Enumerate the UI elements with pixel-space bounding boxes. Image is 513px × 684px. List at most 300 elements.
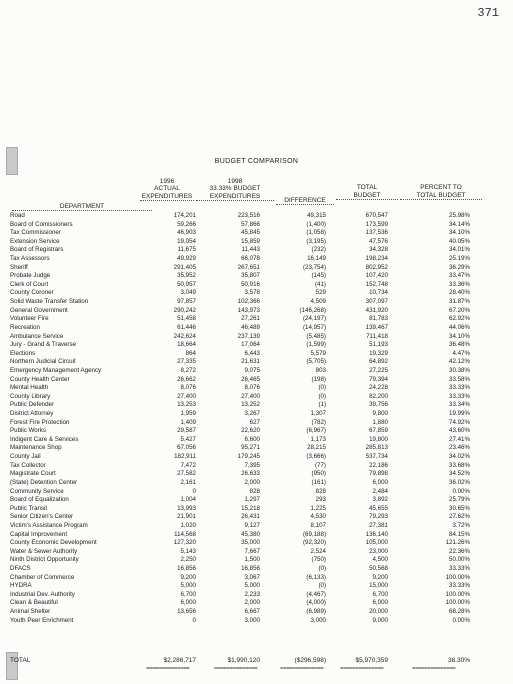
total-label: TOTAL — [10, 657, 31, 664]
total-budget: 24,228 — [369, 384, 388, 392]
budget-expenditures: 223,516 — [237, 212, 260, 219]
percent-to-total: 33.33% — [449, 564, 470, 572]
budget-expenditures: 17,064 — [241, 341, 260, 349]
department-name: Community Service — [10, 487, 64, 495]
total-budget: 79,394 — [369, 375, 388, 383]
budget-expenditures: 45,845 — [241, 229, 260, 237]
difference: 4,509 — [310, 298, 326, 306]
total-budget: 3,892 — [372, 496, 388, 504]
actual-expenditures: 16,856 — [177, 564, 196, 572]
percent-to-total: 40.05% — [449, 237, 470, 245]
total-budget: 10,734 — [369, 289, 388, 297]
actual-expenditures: 8,272 — [180, 366, 196, 374]
budget-expenditures: 15,859 — [241, 237, 260, 245]
actual-expenditures: 51,458 — [177, 315, 196, 323]
department-name: Road — [10, 212, 25, 219]
total-budget: 285,813 — [365, 444, 388, 452]
total-budget: 152,748 — [365, 280, 388, 288]
department-name: Forest Fire Protection — [10, 418, 70, 426]
document-title: BUDGET COMPARISON — [214, 158, 299, 165]
difference: (6,133) — [306, 573, 326, 581]
budget-expenditures: 5,000 — [244, 582, 260, 590]
actual-expenditures: 1,409 — [180, 418, 196, 426]
difference: (145) — [311, 272, 326, 280]
table-row — [10, 513, 490, 522]
table-row — [10, 548, 490, 557]
department-name: Volunteer Fire — [10, 315, 49, 323]
budget-expenditures: 3,000 — [244, 616, 260, 624]
actual-expenditures: 29,587 — [177, 427, 196, 435]
actual-expenditures: 7,472 — [180, 461, 196, 469]
budget-expenditures: 3,267 — [244, 410, 260, 418]
budget-expenditures: 2,233 — [244, 590, 260, 598]
table-row — [10, 393, 490, 402]
difference: (69,188) — [302, 530, 326, 538]
table-row — [10, 272, 490, 281]
difference: (1,058) — [306, 229, 326, 237]
department-name: Northern Judicial Circuit — [10, 358, 76, 366]
difference: 1,225 — [310, 504, 326, 512]
percent-to-total: 25.19% — [449, 255, 470, 263]
table-row — [10, 505, 490, 514]
total-budget: 537,734 — [365, 453, 388, 461]
department-name: Clerk of Court — [10, 280, 49, 288]
total-actual: $2,286,717 — [163, 657, 196, 664]
department-name: Sheriff — [10, 263, 28, 271]
actual-expenditures: 864 — [185, 349, 196, 357]
table-row — [10, 367, 490, 376]
difference: (1,599) — [306, 341, 326, 349]
total-budget: 20,000 — [369, 608, 388, 616]
actual-expenditures: 61,446 — [177, 323, 196, 331]
department-name: Elections — [10, 349, 36, 357]
budget-expenditures: 6,667 — [244, 608, 260, 616]
page-number: 371 — [477, 6, 499, 20]
actual-expenditures: 242,624 — [173, 332, 196, 340]
actual-expenditures: 114,568 — [174, 530, 196, 538]
department-name: Board of Comissioners — [10, 220, 73, 228]
difference: (4,000) — [306, 599, 326, 607]
table-row — [10, 599, 490, 608]
department-name: Public Transit — [10, 504, 48, 512]
percent-to-total: 100.00% — [445, 573, 470, 581]
department-name: Water & Sewer Authority — [10, 547, 78, 555]
percent-to-total: 34.10% — [449, 229, 470, 237]
difference: (77) — [314, 461, 326, 469]
table-row — [10, 522, 490, 531]
budget-expenditures: 15,218 — [241, 504, 260, 512]
budget-expenditures: 267,651 — [237, 263, 260, 271]
percent-to-total: 33.58% — [449, 375, 470, 383]
difference: 803 — [315, 366, 326, 374]
percent-to-total: 34.14% — [449, 220, 470, 228]
difference: 8,107 — [310, 521, 326, 529]
difference: (14,957) — [302, 323, 326, 331]
department-header-label: DEPARTMENT — [12, 203, 152, 211]
department-name: Animal Shelter — [10, 608, 51, 616]
difference: 49,315 — [307, 212, 326, 219]
difference: (1,400) — [306, 220, 326, 228]
actual-expenditures: 27,335 — [177, 358, 196, 366]
actual-expenditures: 8,076 — [180, 384, 196, 392]
department-name: County Coroner — [10, 289, 54, 297]
total-budget: 67,859 — [369, 427, 388, 435]
department-name: Clean & Beautiful — [10, 599, 58, 607]
department-name: Extension Service — [10, 237, 60, 245]
department-name: County Health Center — [10, 375, 70, 383]
actual-expenditures: 291,405 — [173, 263, 196, 271]
actual-expenditures: 46,903 — [177, 229, 196, 237]
total-budget: 47,576 — [369, 237, 388, 245]
department-name: Magistrate Court — [10, 470, 56, 478]
total-budget: 9,200 — [372, 573, 388, 581]
double-rule: ============== — [146, 665, 190, 672]
total-budget: 27,225 — [369, 366, 388, 374]
actual-expenditures-header — [140, 178, 194, 201]
actual-label: ACTUAL — [154, 185, 180, 192]
budget-expenditures: 35,000 — [241, 539, 260, 547]
budget-expenditures: 50,916 — [241, 280, 260, 288]
difference: (198) — [311, 375, 326, 383]
actual-expenditures: 27,400 — [177, 392, 196, 400]
difference: (146,268) — [299, 306, 326, 314]
total-budget: 137,536 — [365, 229, 388, 237]
table-row — [10, 281, 490, 290]
table-row — [10, 238, 490, 247]
table-row — [10, 574, 490, 583]
budget-expenditures: 27,400 — [241, 392, 260, 400]
table-row — [10, 229, 490, 238]
table-row — [10, 376, 490, 385]
total-budget: 6,000 — [372, 478, 388, 486]
department-header — [12, 202, 152, 211]
actual-expenditures: 50,957 — [177, 280, 196, 288]
percent-to-total: 30.65% — [449, 504, 470, 512]
department-name: Ninth District Opportunity — [10, 556, 79, 564]
table-row — [10, 496, 490, 505]
budget-expenditures: 21,631 — [241, 358, 260, 366]
table-row — [10, 531, 490, 540]
table-row — [10, 470, 490, 479]
total-percent: 38.30% — [447, 657, 470, 664]
total-budget: 2,484 — [372, 487, 388, 495]
table-row — [10, 307, 490, 316]
percent-to-total: 27.41% — [449, 435, 470, 443]
percent-to-total: 34.10% — [449, 332, 470, 340]
actual-expenditures: 59,266 — [177, 220, 196, 228]
department-name: HYDRA — [10, 582, 32, 590]
difference: (6,989) — [306, 608, 326, 616]
percent-to-total: 50.00% — [449, 556, 470, 564]
difference: (782) — [311, 418, 326, 426]
total-budget: 6,000 — [372, 599, 388, 607]
table-row — [10, 289, 490, 298]
actual-expenditures: 1,004 — [180, 496, 196, 504]
department-name: Indigent Care & Services — [10, 435, 79, 443]
percent-to-total: 34.02% — [449, 453, 470, 461]
budget-expenditures: 7,667 — [244, 547, 260, 555]
actual-expenditures: 0 — [192, 616, 196, 624]
department-name: Public Defender — [10, 401, 55, 409]
budget-expenditures: 627 — [249, 418, 260, 426]
table-row — [10, 453, 490, 462]
department-name: Board of Registrars — [10, 246, 64, 254]
difference: (3,195) — [306, 237, 326, 245]
percent-to-total: 30.38% — [449, 366, 470, 374]
table-row — [10, 608, 490, 617]
percent-to-total: 33.33% — [449, 392, 470, 400]
table-row — [10, 539, 490, 548]
actual-expenditures: 6,000 — [180, 599, 196, 607]
department-name: Tax Collector — [10, 461, 46, 469]
total-budget: 79,898 — [369, 470, 388, 478]
difference: 529 — [315, 289, 326, 297]
percent-label-2: TOTAL BUDGET — [400, 192, 482, 200]
table-row — [10, 436, 490, 445]
difference: 5,579 — [310, 349, 326, 357]
budget-expenditures: 57,866 — [241, 220, 260, 228]
total-budget: 82,200 — [369, 392, 388, 400]
total-budget: 4,500 — [372, 556, 388, 564]
total-budget: 19,329 — [369, 349, 388, 357]
actual-expenditures: 21,901 — [177, 513, 196, 521]
department-name: General Government — [10, 306, 68, 314]
actual-expenditures: 1,959 — [180, 410, 196, 418]
total-budget: 107,420 — [365, 272, 388, 280]
actual-expenditures: 13,253 — [177, 401, 196, 409]
actual-expenditures: 67,056 — [177, 444, 196, 452]
percent-to-total: 68.28% — [449, 608, 470, 616]
actual-expenditures: 26,662 — [177, 375, 196, 383]
percent-to-total: 19.99% — [449, 410, 470, 418]
total-budget: 81,783 — [369, 315, 388, 323]
difference: (23,754) — [302, 263, 326, 271]
budget-expenditures: 6,600 — [244, 435, 260, 443]
budget-year: 1998 — [227, 178, 243, 185]
actual-expenditures: 127,320 — [173, 539, 196, 547]
table-row — [10, 427, 490, 436]
percent-to-total: 0.00% — [452, 487, 470, 495]
total-budget: 105,000 — [365, 539, 388, 547]
difference: 2,524 — [310, 547, 326, 555]
table-row — [10, 410, 490, 419]
percent-to-total: 23.46% — [449, 444, 470, 452]
actual-expenditures: 0 — [192, 487, 196, 495]
table-row — [10, 212, 490, 221]
difference: (41) — [314, 280, 326, 288]
budget-expenditures: 46,489 — [241, 323, 260, 331]
table-row — [10, 246, 490, 255]
difference: (750) — [311, 556, 326, 564]
difference-label: DIFFERENCE — [276, 197, 334, 205]
budget-expenditures: 95,271 — [241, 444, 260, 452]
difference: 828 — [315, 487, 326, 495]
actual-expenditures: 290,242 — [173, 306, 196, 314]
percent-to-total: 84.15% — [449, 530, 470, 538]
table-row — [10, 419, 490, 428]
difference: 16,149 — [307, 255, 326, 263]
actual-expenditures: 5,143 — [180, 547, 196, 555]
total-budget: 802,952 — [365, 263, 388, 271]
budget-expenditures: 9,127 — [244, 521, 260, 529]
total-budget: 15,000 — [369, 582, 388, 590]
percent-to-total: 4.47% — [452, 349, 470, 357]
total-budget: 670,547 — [365, 212, 388, 219]
department-name: Public Works — [10, 427, 46, 435]
percent-to-total: 36.02% — [449, 478, 470, 486]
percent-to-total: 0.00% — [452, 616, 470, 624]
table-row — [10, 221, 490, 230]
difference: 293 — [315, 496, 326, 504]
budget-expenditures: 3,578 — [244, 289, 260, 297]
percent-to-total: 42.12% — [449, 358, 470, 366]
table-row — [10, 444, 490, 453]
percent-to-total: 121.26% — [445, 539, 470, 547]
percent-to-total: 25.79% — [449, 496, 470, 504]
department-name: DFACS — [10, 564, 31, 572]
budget-expenditures: 26,465 — [241, 375, 260, 383]
difference: (0) — [318, 384, 326, 392]
total-budget: 27,381 — [369, 521, 388, 529]
actual-year: 1996 — [159, 178, 175, 185]
percent-to-total: 33.36% — [449, 280, 470, 288]
total-budget: 198,234 — [365, 255, 388, 263]
table-row — [10, 341, 490, 350]
table-row — [10, 315, 490, 324]
percent-to-total: 33.33% — [449, 582, 470, 590]
budget-expenditures: 45,380 — [241, 530, 260, 538]
department-name: Emergency Management Agency — [10, 366, 102, 374]
budget-expenditures: 66,078 — [241, 255, 260, 263]
percent-to-total: 27.62% — [449, 513, 470, 521]
table-row — [10, 617, 490, 626]
actual-expenditures: 174,201 — [173, 212, 196, 219]
table-row — [10, 333, 490, 342]
percent-to-total: 36.48% — [449, 341, 470, 349]
actual-expenditures: 6,700 — [180, 590, 196, 598]
percent-header — [400, 184, 482, 200]
department-name: Probate Judge — [10, 272, 51, 280]
budget-expenditures: 26,633 — [241, 470, 260, 478]
total-budget: 6,700 — [372, 590, 388, 598]
budget-expenditures: 1,500 — [244, 556, 260, 564]
total-budget-header — [336, 184, 398, 200]
percent-to-total: 100.00% — [445, 599, 470, 607]
total-budget: 45,655 — [369, 504, 388, 512]
department-name: Chamber of Commerce — [10, 573, 75, 581]
total-budget: 431,920 — [365, 306, 388, 314]
actual-expenditures: 2,161 — [180, 478, 196, 486]
double-rule: ============== — [214, 665, 258, 672]
total-budget: 64,892 — [369, 358, 388, 366]
budget-expenditures: 102,366 — [237, 298, 260, 306]
difference: (950) — [311, 470, 326, 478]
total-budget: $5,970,359 — [355, 657, 388, 664]
actual-expenditures: 11,675 — [177, 246, 196, 254]
budget-expenditures: 27,261 — [241, 315, 260, 323]
budget-table-body — [10, 212, 490, 625]
department-name: County Library — [10, 392, 51, 400]
department-name: Mental Health — [10, 384, 49, 392]
department-name: Industrial Dev. Authority — [10, 590, 75, 598]
difference: (6,967) — [306, 427, 326, 435]
difference: (0) — [318, 582, 326, 590]
actual-expenditures: 97,857 — [177, 298, 196, 306]
budget-expenditures: 13,252 — [241, 401, 260, 409]
total-budget: 19,800 — [369, 435, 388, 443]
budget-expenditures: 2,000 — [244, 478, 260, 486]
table-row — [10, 565, 490, 574]
total-budget: 1,880 — [372, 418, 388, 426]
actual-expenditures: 35,952 — [177, 272, 196, 280]
table-row — [10, 384, 490, 393]
total-budget: 50,568 — [369, 564, 388, 572]
total-budget: 51,193 — [369, 341, 388, 349]
difference: (161) — [311, 478, 326, 486]
department-name: District Attorney — [10, 410, 54, 418]
percent-to-total: 33.33% — [449, 384, 470, 392]
table-row — [10, 401, 490, 410]
table-row — [10, 264, 490, 273]
total-budget: 307,097 — [365, 298, 388, 306]
percent-to-total: 67.20% — [449, 306, 470, 314]
double-rule: ============== — [340, 665, 384, 672]
table-row — [10, 556, 490, 565]
actual-expenditures: 5,427 — [180, 435, 196, 443]
department-name: Senior Citizen's Center — [10, 513, 74, 521]
table-row — [10, 479, 490, 488]
total-budget: 39,756 — [369, 401, 388, 409]
department-name: Tax Assessors — [10, 255, 50, 263]
budget-expenditures: 7,395 — [244, 461, 260, 469]
department-name: (State) Detention Center — [10, 478, 78, 486]
difference-header — [276, 196, 334, 205]
actual-label-2: EXPENDITURES — [141, 193, 193, 200]
table-row — [10, 255, 490, 264]
total-label-2: BUDGET — [336, 192, 398, 200]
table-row — [10, 350, 490, 359]
difference: 3,000 — [310, 616, 326, 624]
percent-to-total: 62.92% — [449, 315, 470, 323]
actual-expenditures: 3,049 — [180, 289, 196, 297]
actual-expenditures: 182,911 — [174, 453, 196, 461]
difference: (24,197) — [302, 315, 326, 323]
percent-to-total: 33.34% — [449, 401, 470, 409]
actual-expenditures: 18,664 — [177, 341, 196, 349]
percent-to-total: 74.92% — [449, 418, 470, 426]
total-budget: 173,599 — [365, 220, 388, 228]
percent-to-total: 28.40% — [449, 289, 470, 297]
budget-expenditures: 22,620 — [241, 427, 260, 435]
actual-expenditures: 5,000 — [180, 582, 196, 590]
total-budget: 136,140 — [365, 530, 388, 538]
percent-to-total: 33.47% — [449, 272, 470, 280]
difference: (232) — [311, 246, 326, 254]
difference: (92,320) — [302, 539, 326, 547]
budget-expenditures: 1,297 — [244, 496, 260, 504]
percent-to-total: 43.60% — [449, 427, 470, 435]
department-name: Maintenance Shop — [10, 444, 62, 452]
actual-expenditures: 13,656 — [177, 608, 196, 616]
total-label: TOTAL — [356, 184, 378, 191]
actual-expenditures: 49,929 — [177, 255, 196, 263]
department-name: Board of Equalization — [10, 496, 69, 504]
department-name: County Economic Development — [10, 539, 97, 547]
percent-to-total: 34.52% — [449, 470, 470, 478]
total-budget: 34,328 — [369, 246, 388, 254]
table-row — [10, 582, 490, 591]
percent-to-total: 100.00% — [445, 590, 470, 598]
